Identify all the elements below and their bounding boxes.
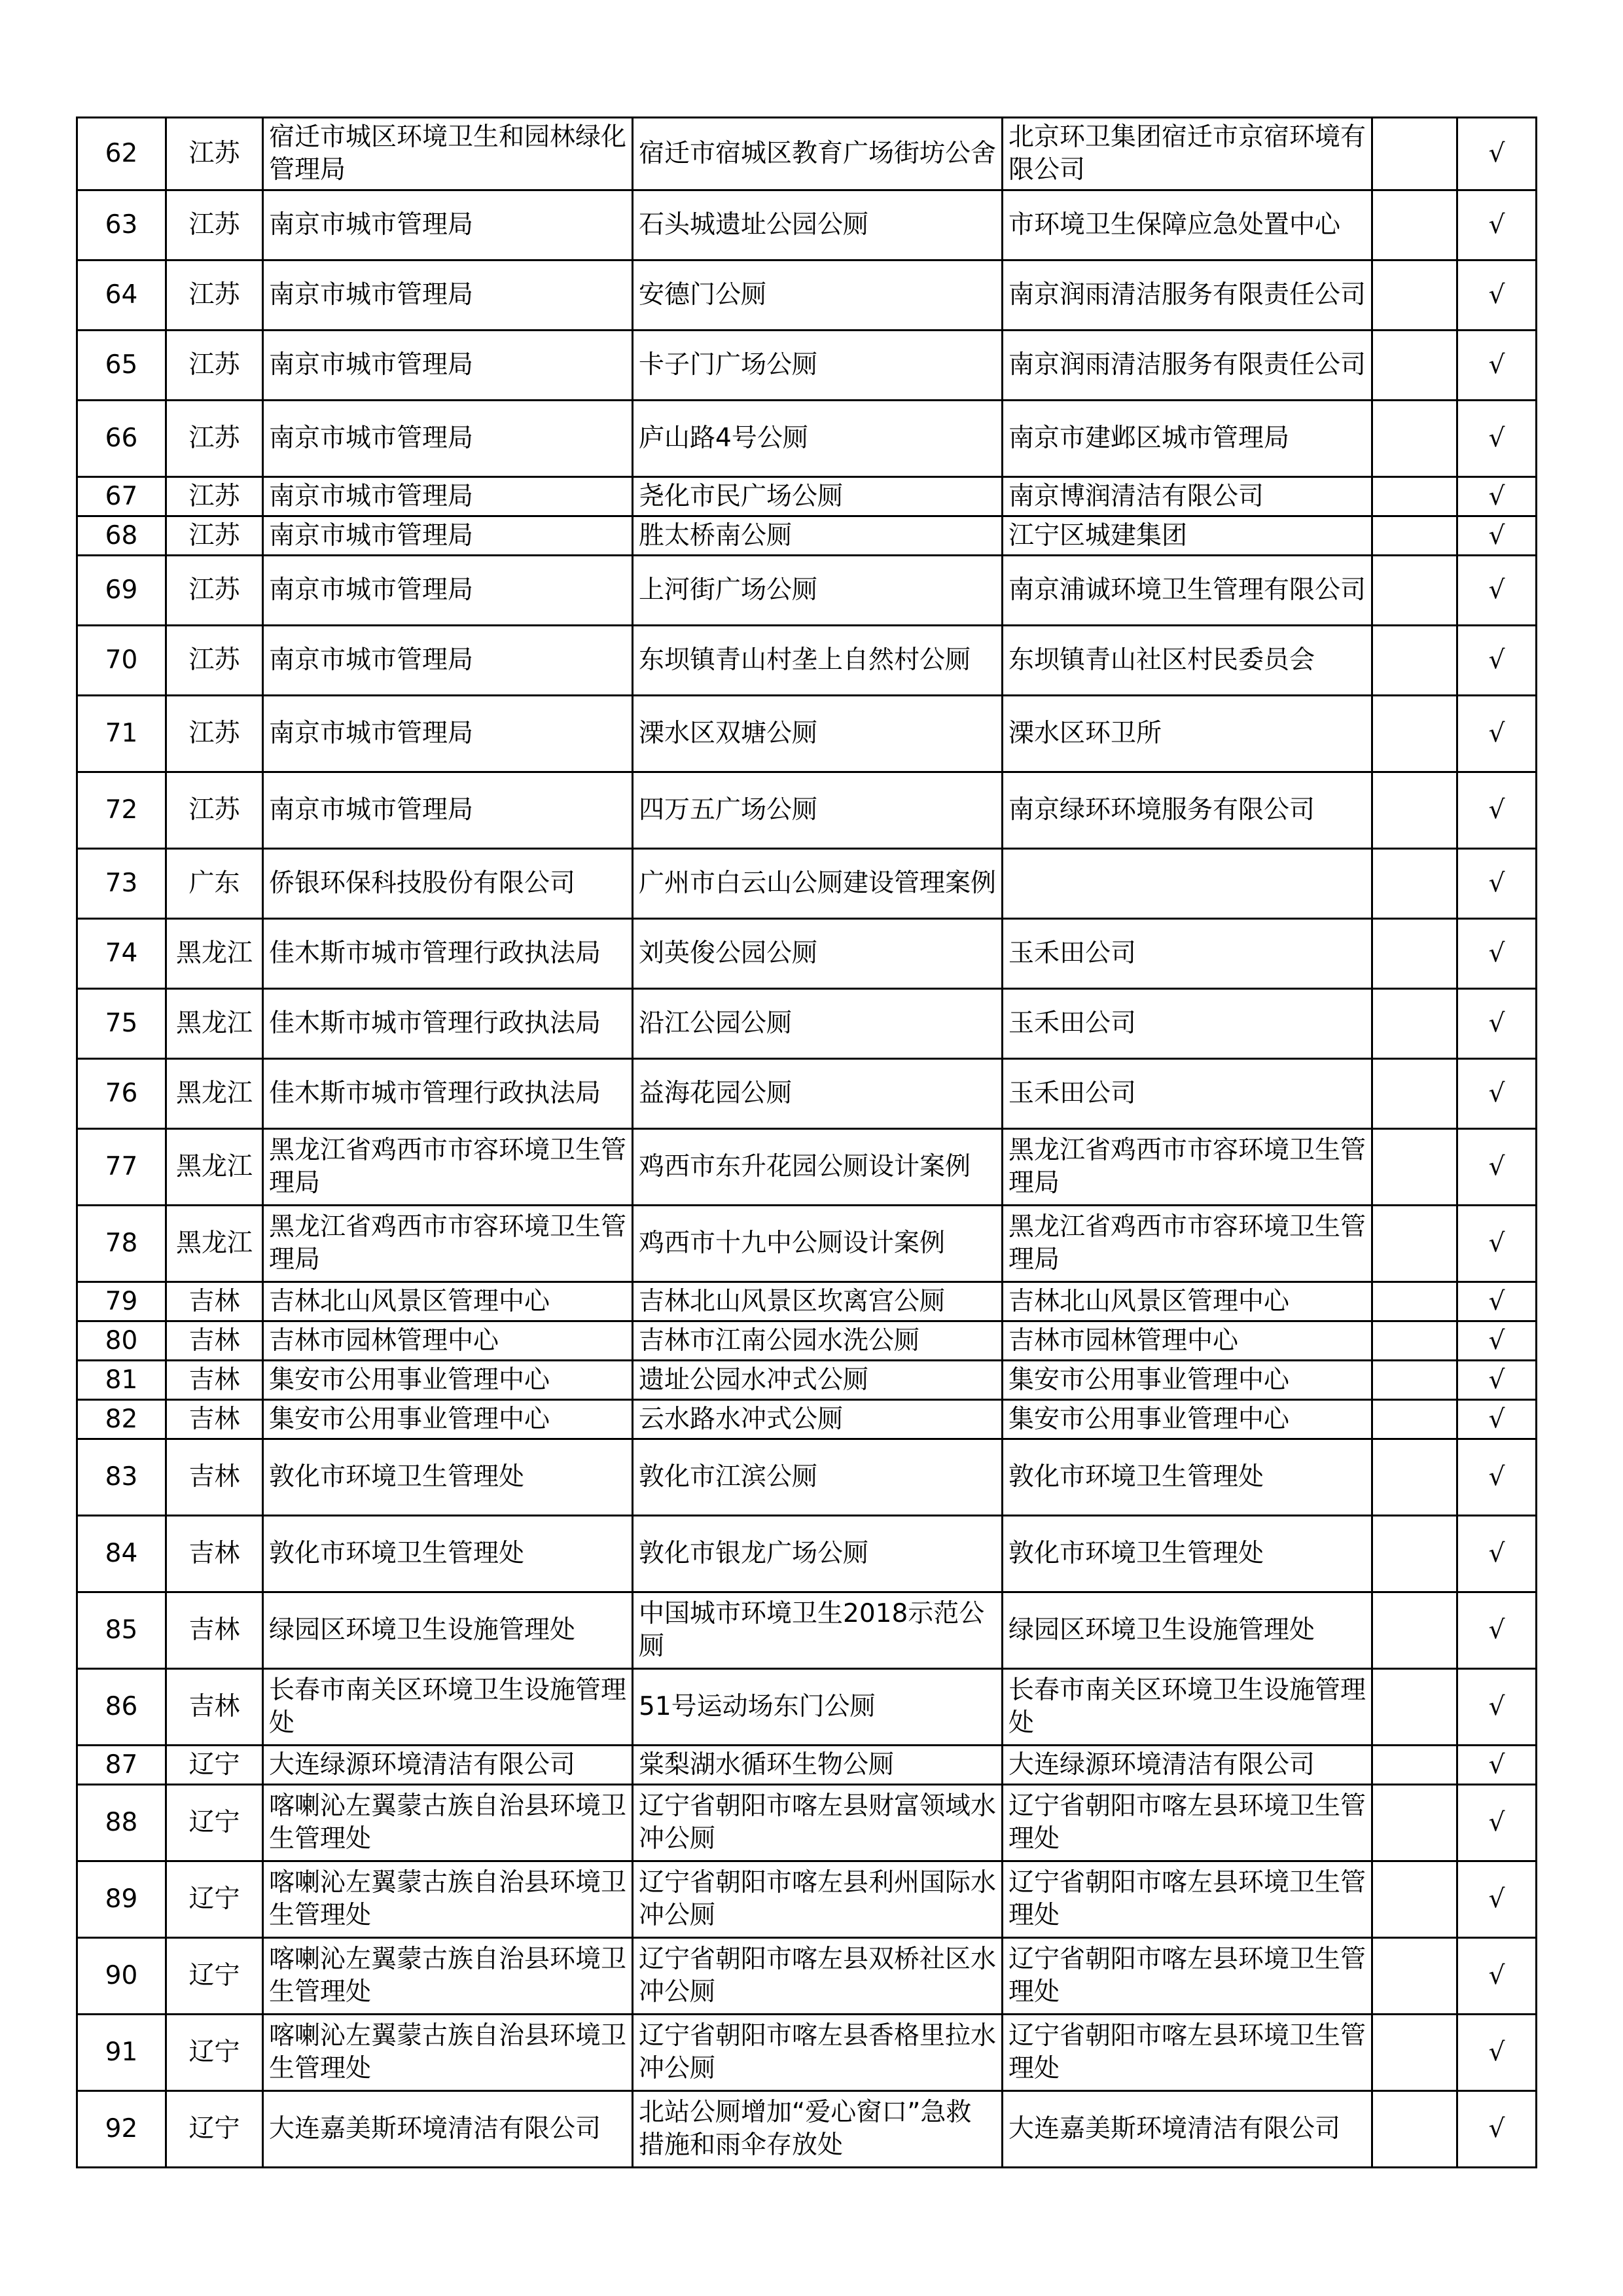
province-cell: 黑龙江	[166, 1206, 263, 1282]
row-number: 66	[77, 401, 166, 477]
row-number: 75	[77, 989, 166, 1059]
blank-cell	[1372, 260, 1457, 331]
checkmark-cell: √	[1457, 1206, 1537, 1282]
reporting-unit-cell: 敦化市环境卫生管理处	[263, 1439, 633, 1516]
operator-cell: 吉林北山风景区管理中心	[1003, 1282, 1372, 1321]
checkmark-cell: √	[1457, 1592, 1537, 1669]
table-row	[77, 1129, 1537, 1206]
province-cell: 江苏	[166, 477, 263, 516]
table-row	[77, 260, 1537, 331]
blank-cell	[1372, 331, 1457, 401]
operator-cell: 敦化市环境卫生管理处	[1003, 1516, 1372, 1592]
reporting-unit-cell: 南京市城市管理局	[263, 477, 633, 516]
checkmark-cell: √	[1457, 626, 1537, 696]
province-cell: 吉林	[166, 1282, 263, 1321]
blank-cell	[1372, 118, 1457, 190]
toilet-name-cell: 敦化市银龙广场公厕	[633, 1516, 1003, 1592]
reporting-unit-cell: 佳木斯市城市管理行政执法局	[263, 1059, 633, 1129]
operator-cell: 南京绿环环境服务有限公司	[1003, 772, 1372, 849]
row-number: 76	[77, 1059, 166, 1129]
province-cell: 江苏	[166, 118, 263, 190]
table-row	[77, 1059, 1537, 1129]
toilet-name-cell: 上河街广场公厕	[633, 556, 1003, 626]
reporting-unit-cell: 南京市城市管理局	[263, 260, 633, 331]
province-cell: 辽宁	[166, 1746, 263, 1785]
table-row	[77, 1938, 1537, 2015]
toilet-name-cell: 广州市白云山公厕建设管理案例	[633, 849, 1003, 919]
row-number: 71	[77, 696, 166, 772]
toilet-name-cell: 胜太桥南公厕	[633, 516, 1003, 556]
reporting-unit-cell: 绿园区环境卫生设施管理处	[263, 1592, 633, 1669]
table-body	[77, 118, 1537, 2168]
row-number: 84	[77, 1516, 166, 1592]
reporting-unit-cell: 南京市城市管理局	[263, 556, 633, 626]
row-number: 91	[77, 2015, 166, 2091]
row-number: 87	[77, 1746, 166, 1785]
row-number: 92	[77, 2091, 166, 2168]
table-row	[77, 772, 1537, 849]
province-cell: 吉林	[166, 1361, 263, 1400]
blank-cell	[1372, 1439, 1457, 1516]
checkmark-cell: √	[1457, 401, 1537, 477]
toilet-name-cell: 辽宁省朝阳市喀左县利州国际水冲公厕	[633, 1861, 1003, 1938]
table-row	[77, 1785, 1537, 1861]
table-row	[77, 1592, 1537, 1669]
toilet-name-cell: 遗址公园水冲式公厕	[633, 1361, 1003, 1400]
operator-cell: 南京润雨清洁服务有限责任公司	[1003, 260, 1372, 331]
blank-cell	[1372, 626, 1457, 696]
checkmark-cell: √	[1457, 477, 1537, 516]
blank-cell	[1372, 1785, 1457, 1861]
operator-cell: 大连绿源环境清洁有限公司	[1003, 1746, 1372, 1785]
blank-cell	[1372, 1206, 1457, 1282]
table-row	[77, 989, 1537, 1059]
blank-cell	[1372, 1129, 1457, 1206]
operator-cell: 南京市建邺区城市管理局	[1003, 401, 1372, 477]
blank-cell	[1372, 2015, 1457, 2091]
toilet-name-cell: 吉林北山风景区坎离宫公厕	[633, 1282, 1003, 1321]
blank-cell	[1372, 989, 1457, 1059]
row-number: 86	[77, 1669, 166, 1746]
toilet-name-cell: 鸡西市十九中公厕设计案例	[633, 1206, 1003, 1282]
province-cell: 江苏	[166, 696, 263, 772]
blank-cell	[1372, 516, 1457, 556]
checkmark-cell: √	[1457, 2091, 1537, 2168]
toilet-list-table	[76, 117, 1537, 2168]
toilet-name-cell: 溧水区双塘公厕	[633, 696, 1003, 772]
toilet-name-cell: 庐山路4号公厕	[633, 401, 1003, 477]
reporting-unit-cell: 敦化市环境卫生管理处	[263, 1516, 633, 1592]
operator-cell: 南京润雨清洁服务有限责任公司	[1003, 331, 1372, 401]
checkmark-cell: √	[1457, 556, 1537, 626]
province-cell: 江苏	[166, 556, 263, 626]
row-number: 78	[77, 1206, 166, 1282]
blank-cell	[1372, 1321, 1457, 1361]
checkmark-cell: √	[1457, 772, 1537, 849]
reporting-unit-cell: 南京市城市管理局	[263, 516, 633, 556]
toilet-name-cell: 卡子门广场公厕	[633, 331, 1003, 401]
province-cell: 黑龙江	[166, 1129, 263, 1206]
row-number: 82	[77, 1400, 166, 1439]
toilet-name-cell: 鸡西市东升花园公厕设计案例	[633, 1129, 1003, 1206]
reporting-unit-cell: 南京市城市管理局	[263, 626, 633, 696]
operator-cell: 溧水区环卫所	[1003, 696, 1372, 772]
operator-cell: 辽宁省朝阳市喀左县环境卫生管理处	[1003, 1861, 1372, 1938]
reporting-unit-cell: 大连绿源环境清洁有限公司	[263, 1746, 633, 1785]
province-cell: 江苏	[166, 772, 263, 849]
table-row	[77, 2091, 1537, 2168]
checkmark-cell: √	[1457, 1321, 1537, 1361]
reporting-unit-cell: 吉林北山风景区管理中心	[263, 1282, 633, 1321]
blank-cell	[1372, 1669, 1457, 1746]
operator-cell: 辽宁省朝阳市喀左县环境卫生管理处	[1003, 1938, 1372, 2015]
checkmark-cell: √	[1457, 1059, 1537, 1129]
province-cell: 黑龙江	[166, 989, 263, 1059]
toilet-name-cell: 北站公厕增加“爱心窗口”急救措施和雨伞存放处	[633, 2091, 1003, 2168]
toilet-name-cell: 沿江公园公厕	[633, 989, 1003, 1059]
checkmark-cell: √	[1457, 1282, 1537, 1321]
operator-cell: 江宁区城建集团	[1003, 516, 1372, 556]
table-row	[77, 849, 1537, 919]
operator-cell: 长春市南关区环境卫生设施管理处	[1003, 1669, 1372, 1746]
province-cell: 吉林	[166, 1516, 263, 1592]
province-cell: 吉林	[166, 1400, 263, 1439]
row-number: 88	[77, 1785, 166, 1861]
row-number: 85	[77, 1592, 166, 1669]
checkmark-cell: √	[1457, 1861, 1537, 1938]
operator-cell	[1003, 849, 1372, 919]
row-number: 62	[77, 118, 166, 190]
row-number: 64	[77, 260, 166, 331]
blank-cell	[1372, 1516, 1457, 1592]
blank-cell	[1372, 696, 1457, 772]
operator-cell: 吉林市园林管理中心	[1003, 1321, 1372, 1361]
operator-cell: 敦化市环境卫生管理处	[1003, 1439, 1372, 1516]
toilet-name-cell: 棠梨湖水循环生物公厕	[633, 1746, 1003, 1785]
row-number: 77	[77, 1129, 166, 1206]
blank-cell	[1372, 1746, 1457, 1785]
province-cell: 江苏	[166, 401, 263, 477]
table-row	[77, 331, 1537, 401]
reporting-unit-cell: 长春市南关区环境卫生设施管理处	[263, 1669, 633, 1746]
province-cell: 吉林	[166, 1439, 263, 1516]
reporting-unit-cell: 喀喇沁左翼蒙古族自治县环境卫生管理处	[263, 1861, 633, 1938]
province-cell: 江苏	[166, 190, 263, 260]
toilet-name-cell: 辽宁省朝阳市喀左县双桥社区水冲公厕	[633, 1938, 1003, 2015]
operator-cell: 集安市公用事业管理中心	[1003, 1400, 1372, 1439]
reporting-unit-cell: 集安市公用事业管理中心	[263, 1361, 633, 1400]
table-row	[77, 1861, 1537, 1938]
table-row	[77, 118, 1537, 190]
table-row	[77, 477, 1537, 516]
checkmark-cell: √	[1457, 1400, 1537, 1439]
province-cell: 辽宁	[166, 1785, 263, 1861]
blank-cell	[1372, 1938, 1457, 2015]
province-cell: 辽宁	[166, 2015, 263, 2091]
province-cell: 江苏	[166, 626, 263, 696]
operator-cell: 南京博润清洁有限公司	[1003, 477, 1372, 516]
blank-cell	[1372, 919, 1457, 989]
row-number: 73	[77, 849, 166, 919]
province-cell: 广东	[166, 849, 263, 919]
province-cell: 辽宁	[166, 2091, 263, 2168]
checkmark-cell: √	[1457, 331, 1537, 401]
reporting-unit-cell: 黑龙江省鸡西市市容环境卫生管理局	[263, 1129, 633, 1206]
checkmark-cell: √	[1457, 696, 1537, 772]
blank-cell	[1372, 1592, 1457, 1669]
operator-cell: 玉禾田公司	[1003, 989, 1372, 1059]
reporting-unit-cell: 喀喇沁左翼蒙古族自治县环境卫生管理处	[263, 2015, 633, 2091]
row-number: 81	[77, 1361, 166, 1400]
table-row	[77, 2015, 1537, 2091]
province-cell: 吉林	[166, 1669, 263, 1746]
checkmark-cell: √	[1457, 849, 1537, 919]
checkmark-cell: √	[1457, 989, 1537, 1059]
blank-cell	[1372, 1282, 1457, 1321]
checkmark-cell: √	[1457, 1938, 1537, 2015]
table-row	[77, 1516, 1537, 1592]
blank-cell	[1372, 556, 1457, 626]
table-row	[77, 919, 1537, 989]
operator-cell: 辽宁省朝阳市喀左县环境卫生管理处	[1003, 1785, 1372, 1861]
operator-cell: 玉禾田公司	[1003, 919, 1372, 989]
checkmark-cell: √	[1457, 118, 1537, 190]
toilet-name-cell: 益海花园公厕	[633, 1059, 1003, 1129]
table-row	[77, 1206, 1537, 1282]
toilet-name-cell: 宿迁市宿城区教育广场街坊公舍	[633, 118, 1003, 190]
operator-cell: 北京环卫集团宿迁市京宿环境有限公司	[1003, 118, 1372, 190]
province-cell: 黑龙江	[166, 919, 263, 989]
reporting-unit-cell: 集安市公用事业管理中心	[263, 1400, 633, 1439]
checkmark-cell: √	[1457, 919, 1537, 989]
checkmark-cell: √	[1457, 516, 1537, 556]
table-row	[77, 401, 1537, 477]
reporting-unit-cell: 大连嘉美斯环境清洁有限公司	[263, 2091, 633, 2168]
checkmark-cell: √	[1457, 1439, 1537, 1516]
blank-cell	[1372, 477, 1457, 516]
blank-cell	[1372, 849, 1457, 919]
row-number: 89	[77, 1861, 166, 1938]
row-number: 69	[77, 556, 166, 626]
table-row	[77, 516, 1537, 556]
row-number: 83	[77, 1439, 166, 1516]
blank-cell	[1372, 401, 1457, 477]
toilet-name-cell: 石头城遗址公园公厕	[633, 190, 1003, 260]
toilet-name-cell: 刘英俊公园公厕	[633, 919, 1003, 989]
row-number: 68	[77, 516, 166, 556]
operator-cell: 东坝镇青山社区村民委员会	[1003, 626, 1372, 696]
blank-cell	[1372, 772, 1457, 849]
checkmark-cell: √	[1457, 1785, 1537, 1861]
reporting-unit-cell: 黑龙江省鸡西市市容环境卫生管理局	[263, 1206, 633, 1282]
table-row	[77, 190, 1537, 260]
row-number: 72	[77, 772, 166, 849]
province-cell: 江苏	[166, 331, 263, 401]
table-row	[77, 556, 1537, 626]
checkmark-cell: √	[1457, 1516, 1537, 1592]
toilet-name-cell: 云水路水冲式公厕	[633, 1400, 1003, 1439]
table-row	[77, 696, 1537, 772]
table-row	[77, 1669, 1537, 1746]
checkmark-cell: √	[1457, 1361, 1537, 1400]
operator-cell: 大连嘉美斯环境清洁有限公司	[1003, 2091, 1372, 2168]
reporting-unit-cell: 喀喇沁左翼蒙古族自治县环境卫生管理处	[263, 1785, 633, 1861]
table-row	[77, 1400, 1537, 1439]
blank-cell	[1372, 190, 1457, 260]
toilet-name-cell: 东坝镇青山村垄上自然村公厕	[633, 626, 1003, 696]
table-row	[77, 1746, 1537, 1785]
operator-cell: 市环境卫生保障应急处置中心	[1003, 190, 1372, 260]
reporting-unit-cell: 南京市城市管理局	[263, 696, 633, 772]
toilet-name-cell: 四万五广场公厕	[633, 772, 1003, 849]
table-row	[77, 1321, 1537, 1361]
operator-cell: 集安市公用事业管理中心	[1003, 1361, 1372, 1400]
table-row	[77, 1282, 1537, 1321]
province-cell: 江苏	[166, 260, 263, 331]
operator-cell: 南京浦诚环境卫生管理有限公司	[1003, 556, 1372, 626]
reporting-unit-cell: 宿迁市城区环境卫生和园林绿化管理局	[263, 118, 633, 190]
province-cell: 黑龙江	[166, 1059, 263, 1129]
reporting-unit-cell: 南京市城市管理局	[263, 772, 633, 849]
toilet-name-cell: 安德门公厕	[633, 260, 1003, 331]
row-number: 80	[77, 1321, 166, 1361]
row-number: 70	[77, 626, 166, 696]
operator-cell: 玉禾田公司	[1003, 1059, 1372, 1129]
reporting-unit-cell: 佳木斯市城市管理行政执法局	[263, 919, 633, 989]
row-number: 65	[77, 331, 166, 401]
operator-cell: 辽宁省朝阳市喀左县环境卫生管理处	[1003, 2015, 1372, 2091]
province-cell: 江苏	[166, 516, 263, 556]
operator-cell: 黑龙江省鸡西市市容环境卫生管理局	[1003, 1129, 1372, 1206]
toilet-name-cell: 辽宁省朝阳市喀左县财富领域水冲公厕	[633, 1785, 1003, 1861]
row-number: 67	[77, 477, 166, 516]
toilet-name-cell: 51号运动场东门公厕	[633, 1669, 1003, 1746]
row-number: 79	[77, 1282, 166, 1321]
reporting-unit-cell: 南京市城市管理局	[263, 190, 633, 260]
blank-cell	[1372, 2091, 1457, 2168]
blank-cell	[1372, 1400, 1457, 1439]
blank-cell	[1372, 1361, 1457, 1400]
province-cell: 辽宁	[166, 1938, 263, 2015]
checkmark-cell: √	[1457, 1746, 1537, 1785]
checkmark-cell: √	[1457, 260, 1537, 331]
toilet-name-cell: 辽宁省朝阳市喀左县香格里拉水冲公厕	[633, 2015, 1003, 2091]
province-cell: 辽宁	[166, 1861, 263, 1938]
toilet-name-cell: 吉林市江南公园水洗公厕	[633, 1321, 1003, 1361]
reporting-unit-cell: 侨银环保科技股份有限公司	[263, 849, 633, 919]
blank-cell	[1372, 1059, 1457, 1129]
table-row	[77, 1361, 1537, 1400]
row-number: 90	[77, 1938, 166, 2015]
checkmark-cell: √	[1457, 1129, 1537, 1206]
operator-cell: 黑龙江省鸡西市市容环境卫生管理局	[1003, 1206, 1372, 1282]
table-row	[77, 1439, 1537, 1516]
checkmark-cell: √	[1457, 2015, 1537, 2091]
reporting-unit-cell: 南京市城市管理局	[263, 331, 633, 401]
reporting-unit-cell: 喀喇沁左翼蒙古族自治县环境卫生管理处	[263, 1938, 633, 2015]
row-number: 74	[77, 919, 166, 989]
row-number: 63	[77, 190, 166, 260]
reporting-unit-cell: 佳木斯市城市管理行政执法局	[263, 989, 633, 1059]
checkmark-cell: √	[1457, 1669, 1537, 1746]
operator-cell: 绿园区环境卫生设施管理处	[1003, 1592, 1372, 1669]
province-cell: 吉林	[166, 1592, 263, 1669]
table-row	[77, 626, 1537, 696]
blank-cell	[1372, 1861, 1457, 1938]
checkmark-cell: √	[1457, 190, 1537, 260]
toilet-name-cell: 敦化市江滨公厕	[633, 1439, 1003, 1516]
province-cell: 吉林	[166, 1321, 263, 1361]
reporting-unit-cell: 南京市城市管理局	[263, 401, 633, 477]
toilet-name-cell: 尧化市民广场公厕	[633, 477, 1003, 516]
reporting-unit-cell: 吉林市园林管理中心	[263, 1321, 633, 1361]
toilet-name-cell: 中国城市环境卫生2018示范公厕	[633, 1592, 1003, 1669]
